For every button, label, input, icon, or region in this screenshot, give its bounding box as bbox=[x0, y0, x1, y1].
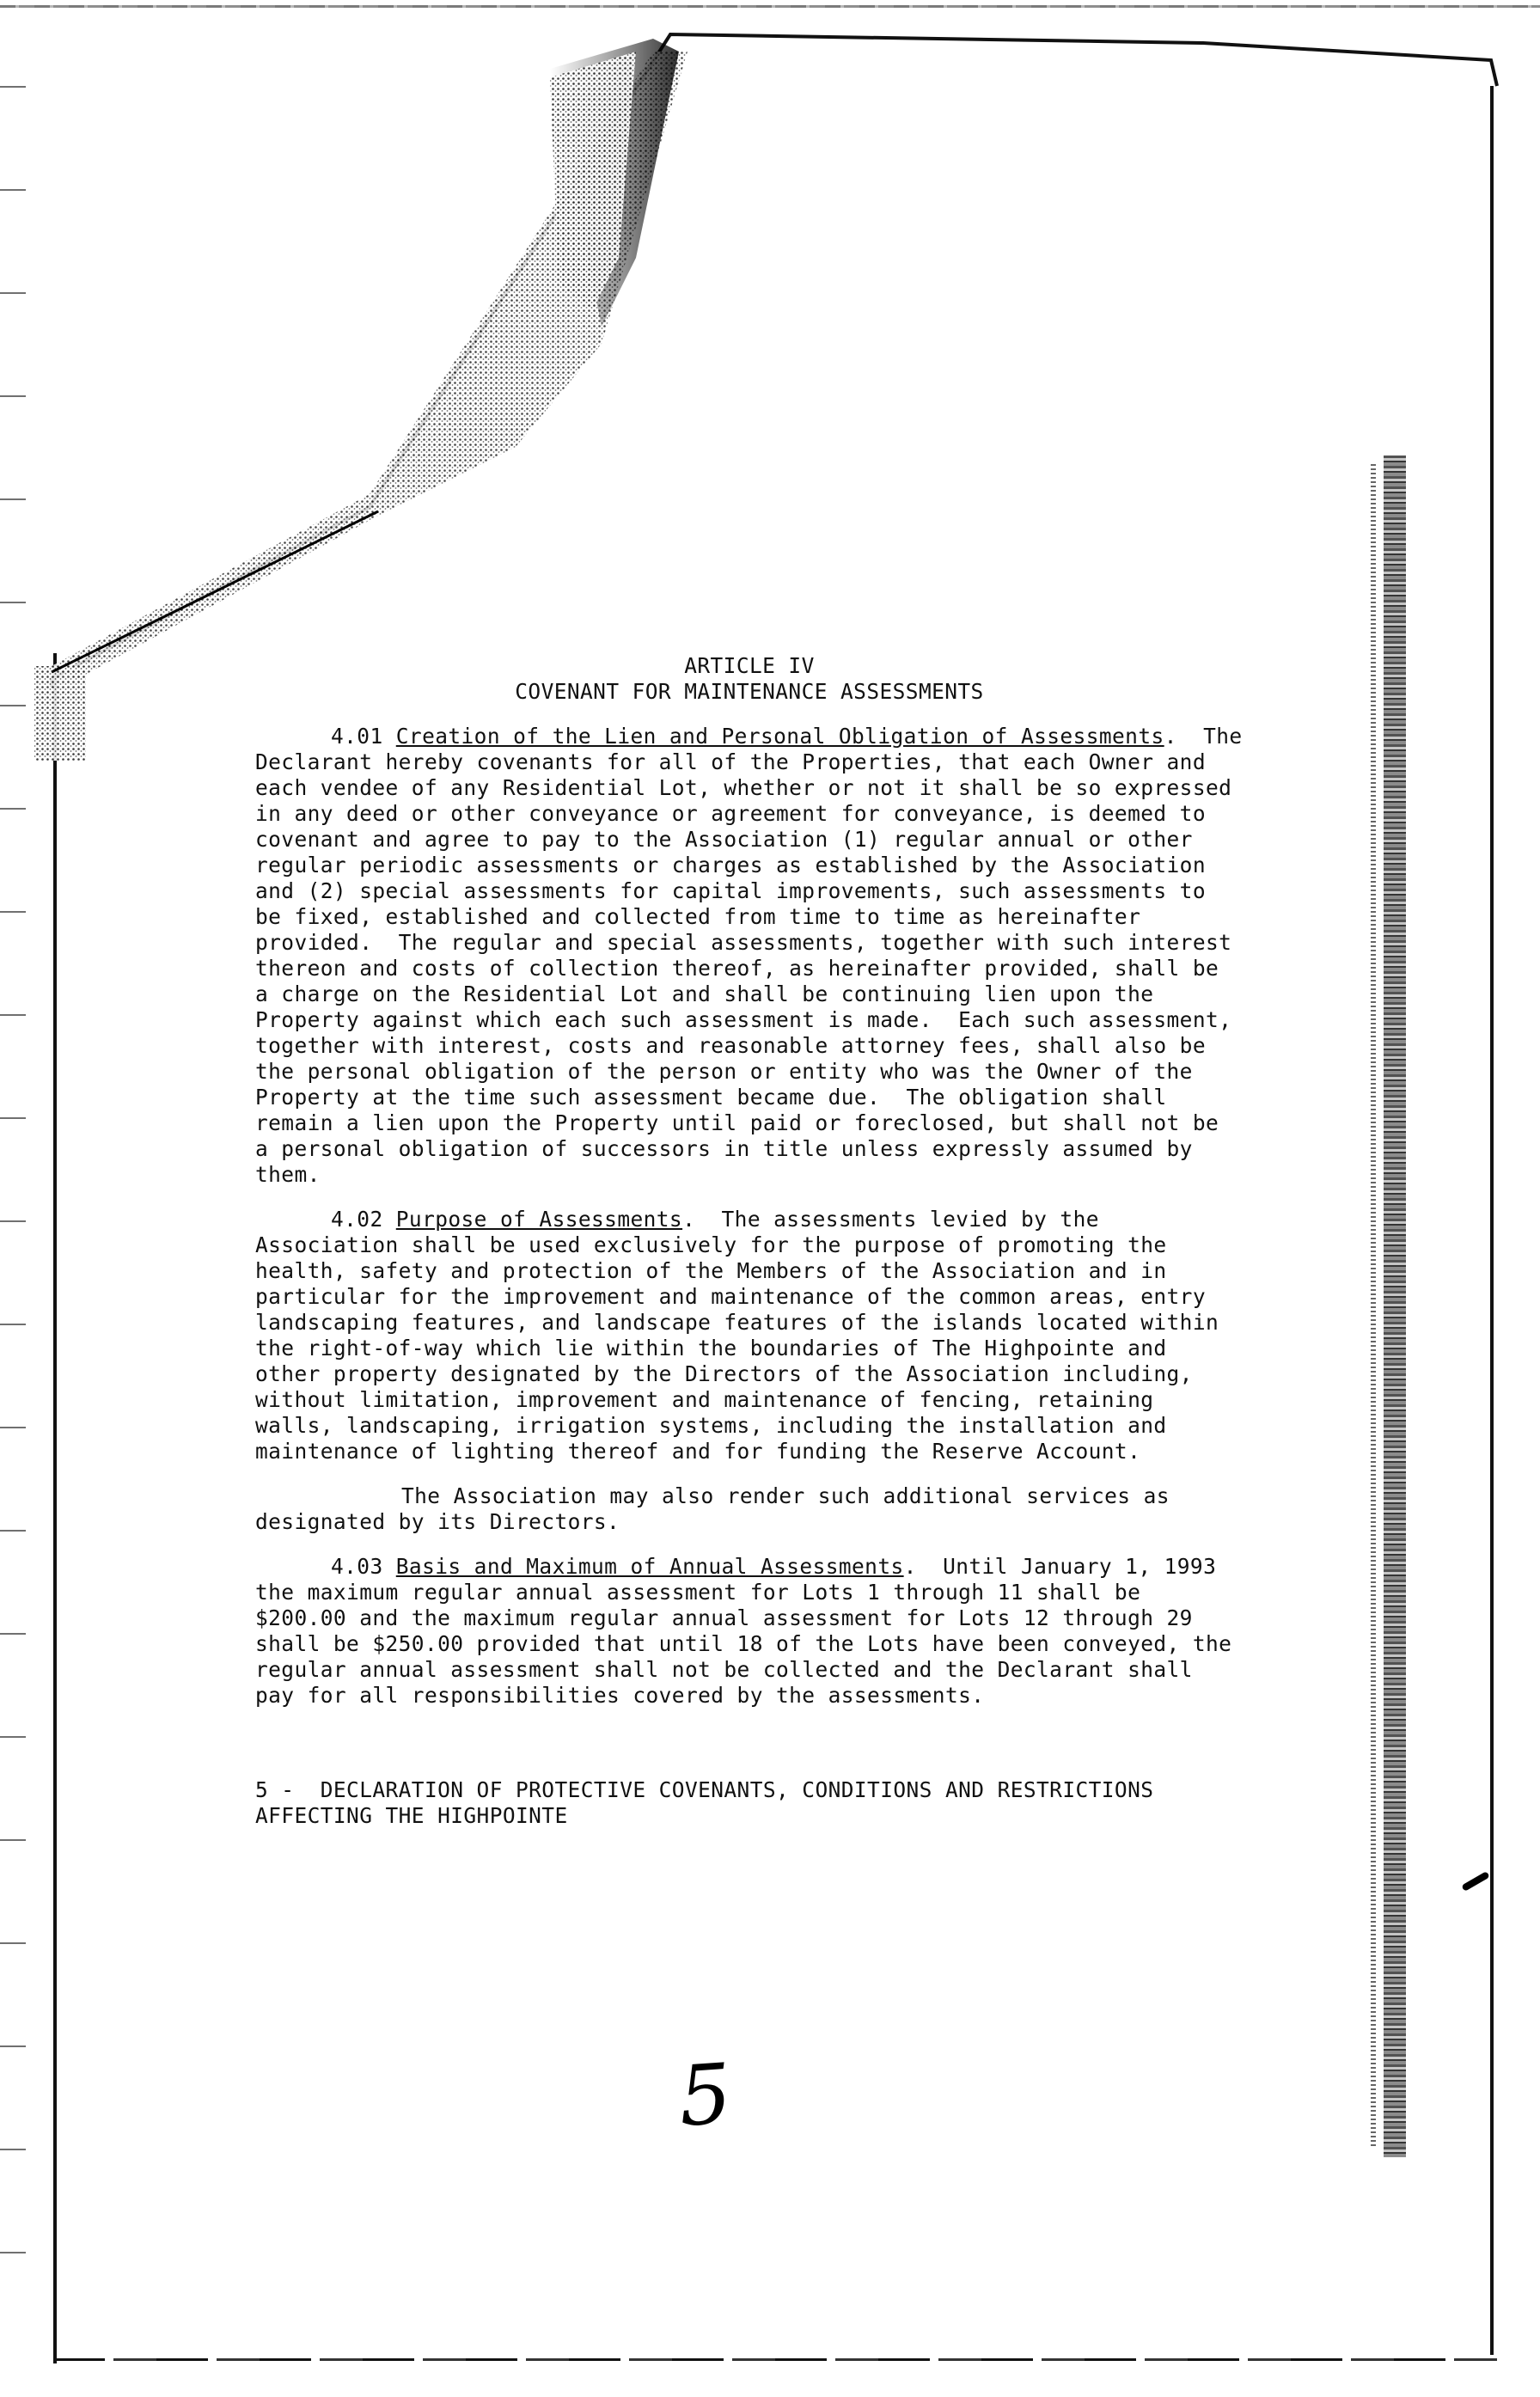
section-number: 4.02 bbox=[331, 1207, 383, 1232]
scan-bottom-edge bbox=[53, 2358, 1497, 2361]
section-4-03: 4.03 Basis and Maximum of Annual Assessments. Until January 1, 1993 the maximum regular annual assessment for Lots 1 through 11 shall be $200.00 and the maximum regular annual assessment for Lots 12 through 29 shall be $250.00 provided that until 18 of the Lots have been conveyed, the regular annual assessment shall not be collected and the Declarant shall pay for all responsibilities covered by the assessments. bbox=[255, 1554, 1245, 1708]
article-title: COVENANT FOR MAINTENANCE ASSESSMENTS bbox=[515, 679, 984, 704]
section-body: The assessments levied by the Association shall be used exclusively for the purpose of promoting the health, safety and protection of the Members of the Association and in particular for the improvement and maintenance of the common areas, entry landscaping features, and landscape features of the islands located within the right-of-way which lie within the boundaries of The Highpointe and other property designated by the Directors of the Association including, without limitation, improvement and maintenance of fencing, retaining walls, landscaping, irrigation systems, including the installation and maintenance of lighting thereof and for funding the Reserve Account. bbox=[255, 1207, 1232, 1464]
section-heading: Basis and Maximum of Annual Assessments bbox=[395, 1554, 904, 1579]
section-4-02-additional: The Association may also render such additional services as designated by its Directors. bbox=[255, 1483, 1183, 1534]
section-heading: Creation of the Lien and Personal Obligation of Assessments bbox=[395, 724, 1164, 749]
section-number: 4.03 bbox=[331, 1554, 383, 1579]
article-number: ARTICLE IV bbox=[684, 653, 815, 678]
section-body: The Declarant hereby covenants for all of the Properties, that each Owner and each vendee of any Residential Lot, whether or not it shall be so expressed in any deed or other conveyance or agreement for conveyance, is deemed to covenant and agree to pay to the Association (1) regular annual or other regular periodic assessments or charges as established by the Association and (2) special assessments for capital improvements, such assessments to be fixed, established and collected from time to time as hereinafter provided. The regular and special assessments, together with such interest thereon and costs of collection thereof, as hereinafter provided, shall be a charge on the Residential Lot and shall be continuing lien upon the Property against which each such assessment is made. Each such assessment, together with interest, costs and reasonable attorney fees, shall also be the personal obligation of the person or entity who was the Owner of the Property at the time such assessment became due. The obligation shall remain a lien upon the Property until paid or foreclosed, but shall not be a personal obligation of successors in title unless expressly assumed by them. bbox=[255, 724, 1256, 1187]
section-body: Until January 1, 1993 the maximum regular annual assessment for Lots 1 through 11 shall be $200.00 and the maximum regular annual assessment for Lots 12 through 29 shall be $250.00 provided that until 18 of the Lots have been conveyed, the regular annual assessment shall not be collected and the Declarant shall pay for all responsibilities covered by the assessments. bbox=[255, 1554, 1245, 1708]
margin-pen-mark bbox=[1461, 1871, 1489, 1892]
scan-left-edge bbox=[53, 653, 57, 2363]
section-number: 4.01 bbox=[331, 724, 383, 749]
section-4-02: 4.02 Purpose of Assessments. The assessments levied by the Association shall be used exclusively for the purpose of promoting the health, safety and protection of the Members of the Association and in particular for the improvement and maintenance of the common areas, entry landscaping features, and landscape features of the islands located within the right-of-way which lie within the boundaries of The Highpointe and other property designated by the Directors of the Association including, without limitation, improvement and maintenance of fencing, retaining walls, landscaping, irrigation systems, including the installation and maintenance of lighting thereof and for funding the Reserve Account. bbox=[255, 1207, 1232, 1464]
handwritten-page-number: 5 bbox=[675, 2045, 735, 2145]
document-body bbox=[255, 653, 1256, 1829]
page-footer: 5 - DECLARATION OF PROTECTIVE COVENANTS, CONDITIONS AND RESTRICTIONS AFFECTING THE HIGHPOINTE bbox=[255, 1777, 1167, 1828]
section-heading: Purpose of Assessments bbox=[395, 1207, 683, 1232]
section-4-01: 4.01 Creation of the Lien and Personal Obligation of Assessments. The Declarant hereby covenants for all of the Properties, that each Owner and each vendee of any Residential Lot, whether or not it shall be so expressed in any deed or other conveyance or agreement for conveyance, is deemed to covenant and agree to pay to the Association (1) regular annual or other regular periodic assessments or charges as established by the Association and (2) special assessments for capital improvements, such assessments to be fixed, established and collected from time to time as hereinafter provided. The regular and special assessments, together with such interest thereon and costs of collection thereof, as hereinafter provided, shall be a charge on the Residential Lot and shall be continuing lien upon the Property against which each such assessment is made. Each such assessment, together with interest, costs and reasonable attorney fees, shall also be the personal obligation of the person or entity who was the Owner of the Property at the time such assessment became due. The obligation shall remain a lien upon the Property until paid or foreclosed, but shall not be a personal obligation of successors in title unless expressly assumed by them. bbox=[255, 724, 1256, 1187]
